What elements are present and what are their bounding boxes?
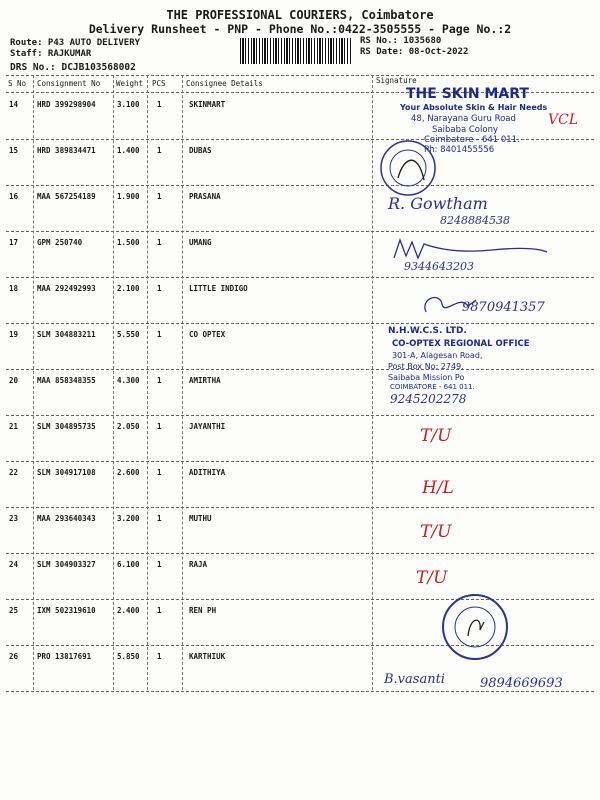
- handwritten-phone: 9870941357: [462, 300, 545, 315]
- cell-weight: 5.850: [117, 652, 140, 661]
- stamp-line: Coimbatore - 641 011.: [424, 135, 520, 145]
- cell-pcs: 1: [157, 146, 162, 155]
- row-divider: [6, 507, 594, 508]
- stamp-line: THE SKIN MART: [406, 86, 529, 102]
- col-divider: [372, 75, 373, 690]
- col-divider: [147, 75, 148, 690]
- stamp-line: Saibaba Mission Po: [388, 373, 465, 382]
- row-divider: [6, 691, 594, 692]
- rs-number: RS No.: 1035680: [360, 36, 442, 46]
- stamp-line: 48, Narayana Guru Road: [411, 114, 516, 124]
- cell-pcs: 1: [157, 100, 162, 109]
- signature-scribble: [392, 236, 552, 262]
- row-divider: [6, 185, 594, 186]
- cell-sno: 17: [9, 238, 19, 247]
- cell-pcs: 1: [157, 514, 162, 523]
- cell-sno: 25: [9, 606, 19, 615]
- cell-consignee: LITTLE INDIGO: [189, 284, 248, 293]
- cell-weight: 2.400: [117, 606, 140, 615]
- col-header-consignment: Consignment No: [37, 79, 101, 88]
- col-header-weight: Weight: [116, 79, 144, 88]
- stamp-line: Saibaba Colony: [432, 125, 498, 135]
- col-divider: [182, 75, 183, 690]
- stamp-line: N.H.W.C.S. LTD.: [388, 326, 467, 336]
- cell-consignment: MAA 858348355: [37, 376, 96, 385]
- cell-pcs: 1: [157, 652, 162, 661]
- row-divider: [6, 277, 594, 278]
- page-subtitle: Delivery Runsheet - PNP - Phone No.:0422-3505555 - Page No.:2: [88, 22, 512, 36]
- cell-consignee: ADITHIYA: [189, 468, 226, 477]
- col-header-sno: S No: [8, 79, 27, 88]
- cell-weight: 5.550: [117, 330, 140, 339]
- stamp-line: Post Box No: 2749,: [388, 362, 464, 371]
- cell-consignee: KARTHIUK: [189, 652, 226, 661]
- cell-sno: 26: [9, 652, 19, 661]
- handwritten-phone: 9894669693: [480, 676, 563, 691]
- cell-sno: 14: [9, 100, 19, 109]
- cell-weight: 3.200: [117, 514, 140, 523]
- staff-label: Staff: RAJKUMAR: [10, 49, 92, 59]
- stamp-line: Ph: 8401455556: [424, 145, 495, 155]
- cell-consignee: DUBAS: [189, 146, 212, 155]
- handwritten-remark: T/U: [420, 426, 452, 446]
- cell-consignment: SLM 304917108: [37, 468, 96, 477]
- cell-consignment: SLM 304903327: [37, 560, 96, 569]
- cell-pcs: 1: [157, 330, 162, 339]
- cell-weight: 3.100: [117, 100, 140, 109]
- cell-consignee: REN PH: [189, 606, 217, 615]
- cell-weight: 2.100: [117, 284, 140, 293]
- cell-pcs: 1: [157, 422, 162, 431]
- stamp-line: CO-OPTEX REGIONAL OFFICE: [392, 339, 530, 349]
- row-divider: [6, 553, 594, 554]
- drs-number: DRS No.: DCJB103568002: [10, 62, 136, 73]
- cell-sno: 19: [9, 330, 19, 339]
- cell-sno: 23: [9, 514, 19, 523]
- handwritten-phone: 9245202278: [390, 392, 467, 406]
- cell-sno: 15: [9, 146, 19, 155]
- cell-pcs: 1: [157, 376, 162, 385]
- cell-pcs: 1: [157, 284, 162, 293]
- handwritten-note: VCL: [548, 112, 579, 128]
- col-header-pcs: PCS: [152, 79, 166, 88]
- cell-consignee: RAJA: [189, 560, 208, 569]
- cell-consignment: GPM 250740: [37, 238, 83, 247]
- cell-weight: 1.500: [117, 238, 140, 247]
- cell-sno: 21: [9, 422, 19, 431]
- cell-consignment: MAA 567254189: [37, 192, 96, 201]
- round-seal: [378, 138, 438, 198]
- cell-consignment: MAA 292492993: [37, 284, 96, 293]
- route-label: Route: P43 AUTO DELIVERY: [10, 38, 141, 48]
- handwritten-signature: B.vasanti: [384, 672, 445, 687]
- cell-consignee: CO OPTEX: [189, 330, 226, 339]
- col-divider: [113, 75, 114, 690]
- cell-consignee: SKINMART: [189, 100, 226, 109]
- handwritten-remark: T/U: [420, 522, 452, 542]
- cell-consignee: AMIRTHA: [189, 376, 221, 385]
- rs-date: RS Date: 08-Oct-2022: [360, 47, 469, 57]
- handwritten-remark: T/U: [416, 568, 448, 588]
- cell-consignment: HRD 389834471: [37, 146, 96, 155]
- cell-consignment: PRO 13817691: [37, 652, 92, 661]
- pharmacy-seal: [440, 592, 510, 662]
- stamp-line: Your Absolute Skin & Hair Needs: [400, 103, 548, 112]
- cell-weight: 1.900: [117, 192, 140, 201]
- col-divider: [33, 75, 34, 690]
- row-divider: [6, 369, 594, 370]
- handwritten-signature: R. Gowtham: [388, 194, 488, 213]
- cell-consignee: PRASANA: [189, 192, 221, 201]
- row-divider: [6, 323, 594, 324]
- cell-consignee: MUTHU: [189, 514, 212, 523]
- handwritten-remark: H/L: [422, 478, 454, 498]
- col-header-signature: Signature: [376, 76, 417, 85]
- stamp-line: 301-A, Alagesan Road,: [392, 351, 483, 360]
- row-divider: [6, 461, 594, 462]
- table-top-border: [6, 75, 594, 76]
- cell-consignment: SLM 304883211: [37, 330, 96, 339]
- cell-weight: 4.300: [117, 376, 140, 385]
- cell-pcs: 1: [157, 192, 162, 201]
- cell-sno: 20: [9, 376, 19, 385]
- page-title: THE PROFESSIONAL COURIERS, Coimbatore: [166, 8, 434, 22]
- cell-consignment: IXM 502319610: [37, 606, 96, 615]
- cell-pcs: 1: [157, 238, 162, 247]
- stamp-line: COIMBATORE - 641 011.: [390, 383, 475, 391]
- cell-sno: 18: [9, 284, 19, 293]
- cell-weight: 2.600: [117, 468, 140, 477]
- cell-sno: 24: [9, 560, 19, 569]
- row-divider: [6, 231, 594, 232]
- cell-consignment: HRD 399298904: [37, 100, 96, 109]
- cell-weight: 1.400: [117, 146, 140, 155]
- cell-consignee: UMANG: [189, 238, 212, 247]
- cell-pcs: 1: [157, 606, 162, 615]
- handwritten-phone: 8248884538: [440, 214, 510, 227]
- cell-consignment: MAA 293640343: [37, 514, 96, 523]
- row-divider: [6, 415, 594, 416]
- cell-weight: 6.100: [117, 560, 140, 569]
- handwritten-phone: 9344643203: [404, 260, 474, 273]
- cell-consignee: JAYANTHI: [189, 422, 226, 431]
- cell-pcs: 1: [157, 560, 162, 569]
- barcode: [240, 38, 352, 64]
- cell-pcs: 1: [157, 468, 162, 477]
- cell-sno: 16: [9, 192, 19, 201]
- cell-consignment: SLM 304895735: [37, 422, 96, 431]
- cell-weight: 2.050: [117, 422, 140, 431]
- col-header-consignee: Consignee Details: [186, 79, 263, 88]
- cell-sno: 22: [9, 468, 19, 477]
